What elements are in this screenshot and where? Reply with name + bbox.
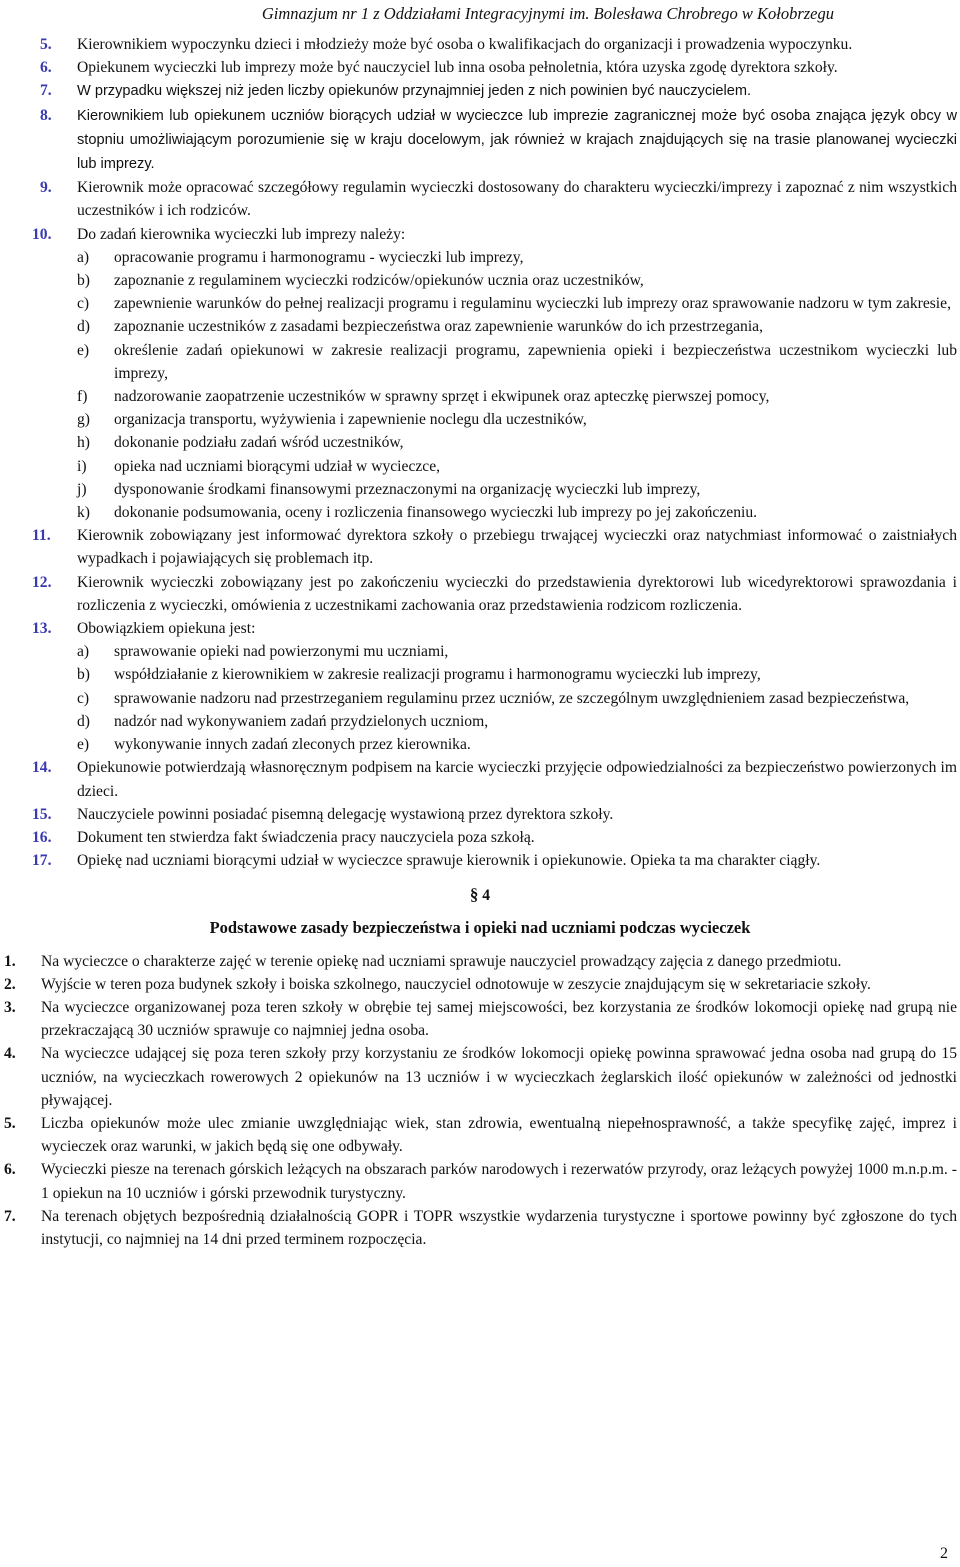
page-header: Gimnazjum nr 1 z Oddziałami Integracyjnymi im. Bolesława Chrobrego w Kołobrzegu	[261, 4, 834, 23]
list-item	[32, 826, 957, 849]
item-number: 9.	[40, 179, 52, 197]
sub-item-letter: c)	[77, 689, 90, 707]
item-number: 12.	[32, 573, 52, 591]
item-number: 6.	[40, 59, 52, 77]
sub-item-letter: k)	[77, 504, 90, 522]
section-symbol: §	[469, 885, 479, 905]
list-item	[4, 1158, 957, 1204]
item-number: 5.	[4, 1114, 16, 1132]
sub-item-text: zapoznanie uczestników z zasadami bezpieczeństwa oraz zapewnienie warunków do ich przestrzegania,	[114, 318, 763, 336]
item-text: Obowiązkiem opiekuna jest:	[77, 620, 256, 638]
section-title: Podstawowe zasady bezpieczeństwa i opieki nad uczniami podczas wycieczek	[209, 918, 751, 938]
sub-item	[77, 339, 957, 385]
list-item	[4, 950, 957, 973]
sub-item-text: opieka nad uczniami biorącymi udział w wycieczce,	[114, 457, 441, 475]
item-text: Na wycieczce o charakterze zajęć w terenie opiekę nad uczniami sprawuje nauczyciel prowadzący zajęcia z danego przedmiotu.	[41, 952, 842, 970]
sub-item-letter: j)	[77, 480, 87, 498]
item-text: Kierownik zobowiązany jest informować dyrektora szkoły o przebiegu trwającej wycieczki oraz natychmiast informować o zaistniałych wypadkach i pojawiających się problemach itp.	[77, 527, 957, 568]
item-number: 3.	[4, 998, 16, 1016]
item-number: 8.	[40, 106, 52, 124]
list-item	[32, 524, 957, 570]
list-item	[40, 176, 957, 222]
item-text: Wyjście w teren poza budynek szkoły i boiska szkolnego, nauczyciel odnotowuje w zeszycie znajdującym się w sekretariacie szkoły.	[41, 975, 871, 993]
sub-item	[77, 501, 957, 524]
item-number: 4.	[4, 1045, 16, 1063]
document-body	[0, 33, 960, 1251]
sub-item-text: zapewnienie warunków do pełnej realizacji programu i regulaminu wycieczki lub imprezy oraz sprawowanie nadzoru w tym zakresie,	[114, 295, 951, 313]
sub-item	[77, 269, 957, 292]
sub-item	[77, 315, 957, 338]
item-number: 13.	[32, 620, 52, 638]
list-item	[32, 223, 957, 246]
sub-item-letter: g)	[77, 411, 90, 429]
item-text: Nauczyciele powinni posiadać pisemną delegację wystawioną przez dyrektora szkoły.	[77, 805, 614, 823]
list-item	[32, 571, 957, 617]
sub-item-letter: f)	[77, 388, 88, 406]
item-number: 16.	[32, 828, 52, 846]
item-text: Na wycieczce udającej się poza teren szkoły przy korzystaniu ze środków lokomocji opiekę powinna sprawować jedna osoba nad grupą do 15 uczniów, na wycieczkach rowerowych 2 opiekunów na 13 uczniów i w wycieczkach żeglarskich ilość opiekunów w zależności od jednostki pływającej.	[41, 1045, 957, 1109]
sub-item	[77, 663, 957, 686]
sub-item-letter: e)	[77, 736, 90, 754]
item-number: 15.	[32, 805, 52, 823]
list-item	[4, 1042, 957, 1112]
item-text: Do zadań kierownika wycieczki lub imprezy należy:	[77, 225, 406, 243]
sub-item-letter: h)	[77, 434, 90, 452]
sub-item	[77, 478, 957, 501]
sub-item-letter: a)	[77, 643, 90, 661]
sub-item-text: dokonanie podziału zadań wśród uczestników,	[114, 434, 404, 452]
item-number: 14.	[32, 759, 52, 777]
list-item	[32, 803, 957, 826]
sub-item-letter: d)	[77, 712, 90, 730]
item-number: 2.	[4, 975, 16, 993]
sub-item-text: opracowanie programu i harmonogramu - wycieczki lub imprezy,	[114, 248, 524, 266]
list-item	[40, 79, 957, 103]
list-item	[4, 1112, 957, 1158]
item-text: Opiekę nad uczniami biorącymi udział w wycieczce sprawuje kierownik i opiekunowie. Opieka ta ma charakter ciągły.	[77, 852, 821, 870]
item-text: Opiekunowie potwierdzają własnoręcznym podpisem na karcie wycieczki przyjęcie odpowiedzialności za bezpieczeństwo powierzonych im dzieci.	[77, 759, 957, 800]
item-number: 6.	[4, 1161, 16, 1179]
list-item	[4, 973, 957, 996]
sub-item	[77, 385, 957, 408]
sub-item-letter: i)	[77, 457, 87, 475]
sub-item	[77, 710, 957, 733]
sub-item-text: dokonanie podsumowania, oceny i rozliczenia finansowego wycieczki lub imprezy po jej zakończeniu.	[114, 504, 758, 522]
item-text: Na wycieczce organizowanej poza teren szkoły w obrębie tej samej miejscowości, bez korzystania ze środków lokomocji opiekę nad grupą nie przekraczającą 30 uczniów sprawuje co najmniej jedna osoba.	[41, 998, 957, 1040]
item-text: W przypadku większej niż jeden liczby opiekunów przynajmniej jeden z nich powinien być nauczycielem.	[77, 83, 752, 100]
sub-item	[77, 408, 957, 431]
item-number: 1.	[4, 952, 16, 970]
sub-item-text: sprawowanie nadzoru nad przestrzeganiem regulaminu przez uczniów, ze szczególnym uwzględnieniem zasad bezpieczeństwa,	[114, 689, 910, 707]
list-item	[32, 617, 957, 640]
sub-item-text: nadzór nad wykonywaniem zadań przydzielonych uczniom,	[114, 712, 489, 730]
sub-item	[77, 455, 957, 478]
sub-item-letter: a)	[77, 248, 90, 266]
sub-item	[77, 431, 957, 454]
item-number: 7.	[4, 1207, 16, 1225]
section-2	[0, 950, 960, 1252]
sub-item-text: dysponowanie środkami finansowymi przeznaczonymi na organizację wycieczki lub imprezy,	[114, 480, 701, 498]
item-text: Kierownikiem wypoczynku dzieci i młodzieży może być osoba o kwalifikacjach do organizacji i prowadzenia wypoczynku.	[77, 36, 853, 53]
section-1	[0, 33, 960, 872]
sub-item-letter: d)	[77, 318, 90, 336]
item-text: Na terenach objętych bezpośrednią działalnością GOPR i TOPR wszystkie wydarzenia turystyczne i sportowe powinny być zgłoszone do tych instytucji, co najmniej na 14 dni przed terminem rozpoczęcia.	[41, 1207, 957, 1248]
sub-item-text: sprawowanie opieki nad powierzonymi mu uczniami,	[114, 643, 449, 661]
item-number: 11.	[32, 527, 51, 545]
list-item	[40, 33, 957, 56]
item-number: 5.	[40, 36, 52, 53]
item-text: Kierownik wycieczki zobowiązany jest po zakończeniu wycieczki do przedstawienia dyrektorowi lub wicedyrektorowi sprawozdania i rozliczenia z wycieczki, omówienia z uczestnikami zachowania oraz przedstawienia rodzicom rozliczenia.	[77, 573, 957, 614]
list-item	[40, 104, 957, 177]
sub-item-text: wykonywanie innych zadań zleconych przez kierownika.	[114, 736, 471, 754]
item-text: Dokument ten stwierdza fakt świadczenia pracy nauczyciela poza szkołą.	[77, 828, 535, 846]
paragraph-number: 4	[482, 887, 491, 905]
sub-item	[77, 687, 957, 710]
sub-item-letter: b)	[77, 666, 90, 684]
sub-item-letter: e)	[77, 341, 90, 359]
sub-item-text: nadzorowanie zaopatrzenie uczestników w sprawny sprzęt i ekwipunek oraz apteczkę pierwszej pomocy,	[114, 388, 770, 406]
paragraph-heading	[0, 880, 960, 910]
sub-item	[77, 733, 957, 756]
list-item	[40, 56, 957, 79]
sub-item	[77, 292, 957, 315]
sub-item-text: zapoznanie z regulaminem wycieczki rodziców/opiekunów ucznia oraz uczestników,	[114, 272, 644, 290]
sub-item-text: określenie zadań opiekunowi w zakresie realizacji programu, zapewnienia opieki i bezpieczeństwa uczestnikom wycieczki lub imprezy,	[114, 341, 957, 382]
list-item	[4, 1205, 957, 1251]
item-text: Liczba opiekunów może ulec zmianie uwzględniając wiek, stan zdrowia, ewentualną niepełnosprawność, a także specyfikę zajęć, imprez i wycieczek oraz warunki, w jakich będą się one odbywały.	[41, 1114, 957, 1156]
item-text: Opiekunem wycieczki lub imprezy może być nauczyciel lub inna osoba pełnoletnia, która uzyska zgodę dyrektora szkoły.	[77, 59, 838, 77]
item-text: Kierownikiem lub opiekunem uczniów biorących udział w wycieczce lub imprezie zagranicznej może być osoba znająca język obcy w stopniu umożliwiającym porozumienie się w kraju docelowym, jak również w krajach znajdujących się na trasie planowanej wycieczki lub imprezy.	[77, 107, 957, 173]
item-text: Kierownik może opracować szczegółowy regulamin wycieczki dostosowany do charakteru wycieczki/imprezy i zapoznać z nim wszystkich uczestników i ich rodziców.	[77, 179, 957, 220]
list-item	[32, 756, 957, 802]
sub-item	[77, 640, 957, 663]
item-number: 17.	[32, 852, 52, 870]
page-number: 2	[940, 1544, 948, 1562]
sub-item	[77, 246, 957, 269]
sub-item-letter: c)	[77, 295, 90, 313]
sub-item-text: organizacja transportu, wyżywienia i zapewnienie noclegu dla uczestników,	[114, 411, 587, 429]
item-number: 7.	[40, 82, 52, 100]
item-text: Wycieczki piesze na terenach górskich leżących na obszarach parków narodowych i rezerwatów przyrody, oraz leżących powyżej 1000 m.n.p.m. - 1 opiekun na 10 uczniów i górski przewodnik turystyczny.	[41, 1161, 957, 1202]
sub-item-text: współdziałanie z kierownikiem w zakresie realizacji programu i harmonogramu wycieczki lub imprezy,	[114, 666, 761, 684]
list-item	[4, 996, 957, 1042]
list-item	[32, 849, 957, 872]
sub-item-letter: b)	[77, 272, 90, 290]
item-number: 10.	[32, 225, 52, 243]
